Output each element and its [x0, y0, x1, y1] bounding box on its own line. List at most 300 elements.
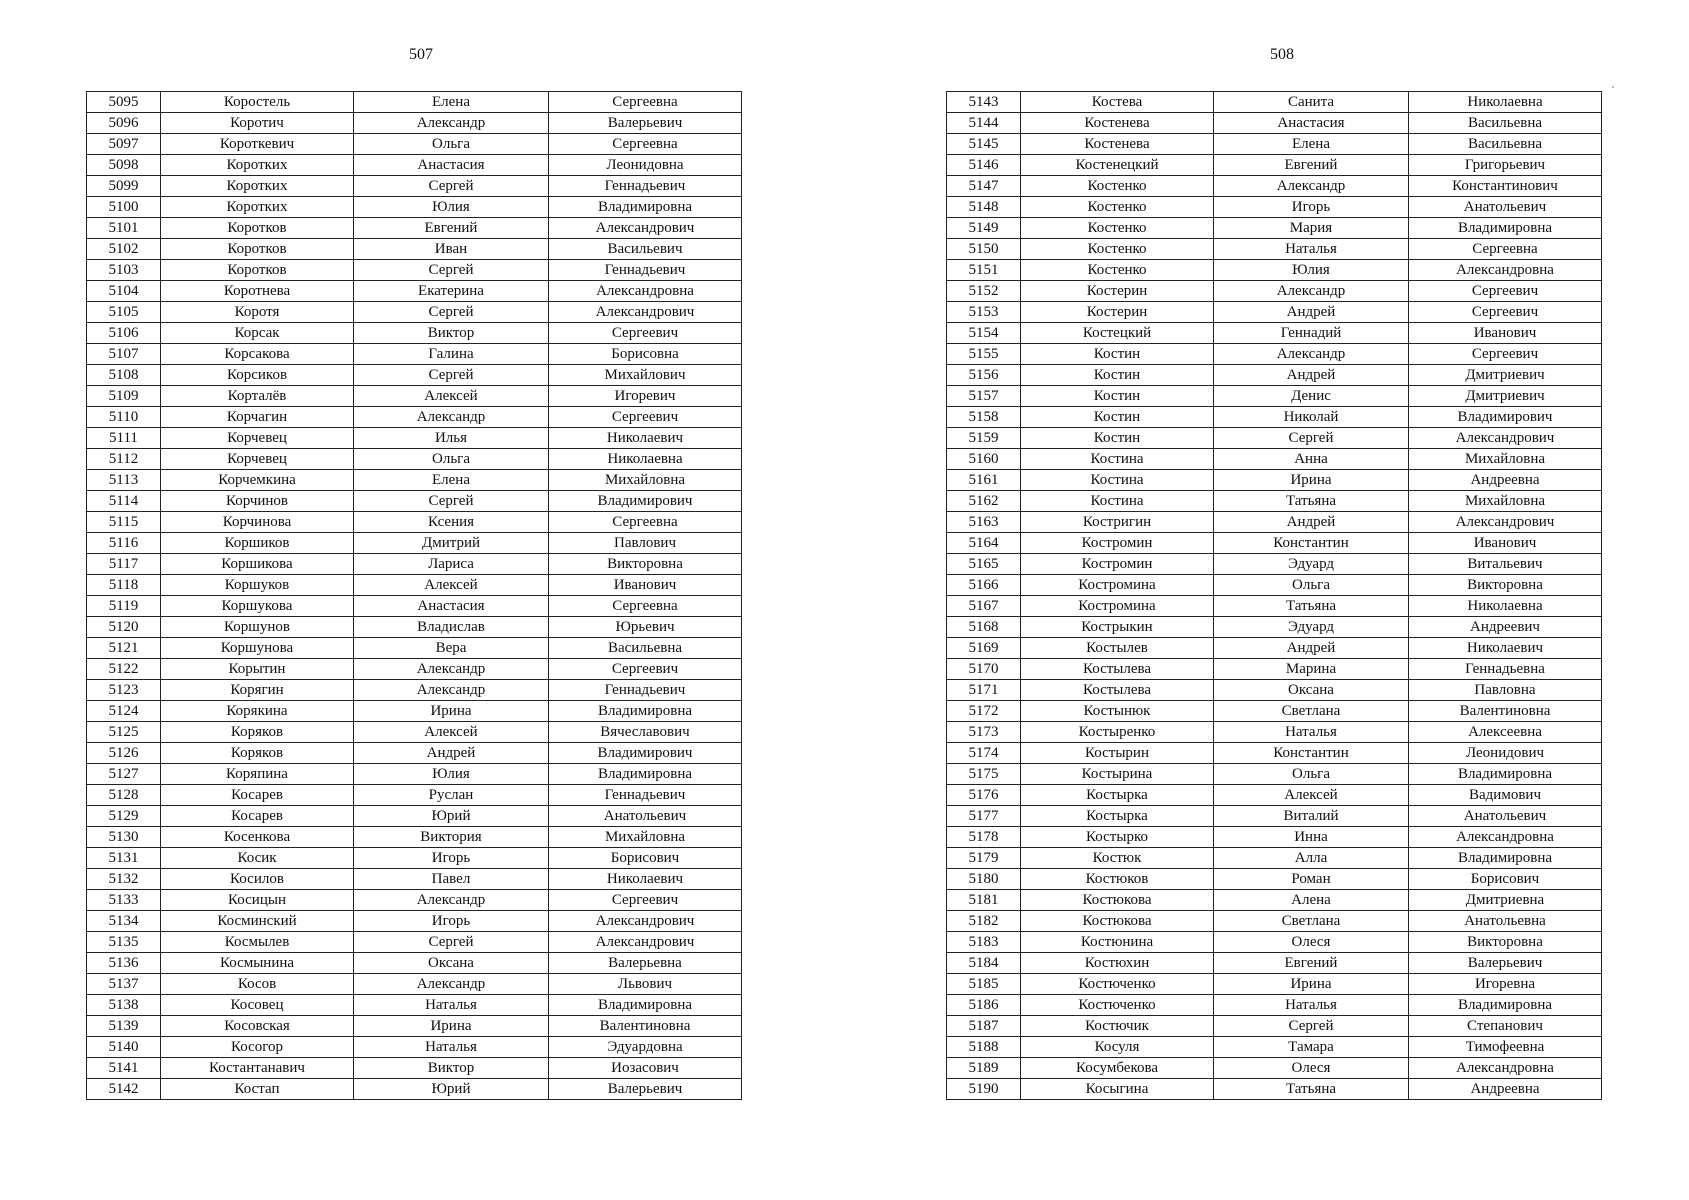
first-name-cell: Юлия [354, 764, 549, 785]
row-number-cell: 5164 [947, 533, 1021, 554]
table-row [87, 827, 742, 848]
table-row [87, 869, 742, 890]
table-row [947, 1079, 1602, 1100]
table-row [87, 386, 742, 407]
table-row [87, 92, 742, 113]
row-number-cell: 5159 [947, 428, 1021, 449]
first-name-cell: Павел [354, 869, 549, 890]
first-name-cell: Ольга [354, 449, 549, 470]
patronymic-cell: Леонидовна [549, 155, 742, 176]
table-row [87, 407, 742, 428]
row-number-cell: 5157 [947, 386, 1021, 407]
row-number-cell: 5165 [947, 554, 1021, 575]
first-name-cell: Алла [1214, 848, 1409, 869]
page-number-right: 508 [1270, 46, 1294, 63]
row-number-cell: 5102 [87, 239, 161, 260]
last-name-cell: Костенко [1021, 260, 1214, 281]
patronymic-cell: Николаевич [549, 428, 742, 449]
row-number-cell: 5172 [947, 701, 1021, 722]
first-name-cell: Виктор [354, 323, 549, 344]
last-name-cell: Костенко [1021, 239, 1214, 260]
last-name-cell: Костюк [1021, 848, 1214, 869]
last-name-cell: Косовец [161, 995, 354, 1016]
patronymic-cell: Александровна [1409, 827, 1602, 848]
row-number-cell: 5110 [87, 407, 161, 428]
table-row [87, 659, 742, 680]
table-row [947, 1058, 1602, 1079]
patronymic-cell: Юрьевич [549, 617, 742, 638]
table-row [947, 155, 1602, 176]
patronymic-cell: Иванович [1409, 323, 1602, 344]
last-name-cell: Корталёв [161, 386, 354, 407]
table-row [947, 197, 1602, 218]
row-number-cell: 5171 [947, 680, 1021, 701]
row-number-cell: 5187 [947, 1016, 1021, 1037]
table-row [947, 1016, 1602, 1037]
table-row [87, 533, 742, 554]
last-name-cell: Корчевец [161, 428, 354, 449]
first-name-cell: Юрий [354, 1079, 549, 1100]
last-name-cell: Корчинов [161, 491, 354, 512]
row-number-cell: 5103 [87, 260, 161, 281]
patronymic-cell: Николаевич [549, 869, 742, 890]
row-number-cell: 5130 [87, 827, 161, 848]
first-name-cell: Алексей [354, 575, 549, 596]
patronymic-cell: Владимировна [549, 197, 742, 218]
patronymic-cell: Игоревна [1409, 974, 1602, 995]
first-name-cell: Александр [354, 974, 549, 995]
first-name-cell: Галина [354, 344, 549, 365]
first-name-cell: Анастасия [354, 596, 549, 617]
patronymic-cell: Геннадьевна [1409, 659, 1602, 680]
last-name-cell: Костантанавич [161, 1058, 354, 1079]
table-row [947, 92, 1602, 113]
patronymic-cell: Викторовна [1409, 932, 1602, 953]
first-name-cell: Татьяна [1214, 491, 1409, 512]
last-name-cell: Коротков [161, 260, 354, 281]
patronymic-cell: Владимирович [549, 491, 742, 512]
table-row [87, 890, 742, 911]
roster-table-right [946, 91, 1602, 1100]
row-number-cell: 5109 [87, 386, 161, 407]
first-name-cell: Константин [1214, 743, 1409, 764]
patronymic-cell: Михайловна [549, 470, 742, 491]
row-number-cell: 5182 [947, 911, 1021, 932]
row-number-cell: 5111 [87, 428, 161, 449]
first-name-cell: Светлана [1214, 701, 1409, 722]
first-name-cell: Вера [354, 638, 549, 659]
row-number-cell: 5115 [87, 512, 161, 533]
patronymic-cell: Валерьевич [549, 1079, 742, 1100]
first-name-cell: Александр [354, 890, 549, 911]
last-name-cell: Костенко [1021, 176, 1214, 197]
patronymic-cell: Сергеевич [549, 323, 742, 344]
table-row [947, 1037, 1602, 1058]
first-name-cell: Алексей [1214, 785, 1409, 806]
table-row [947, 617, 1602, 638]
first-name-cell: Константин [1214, 533, 1409, 554]
first-name-cell: Андрей [354, 743, 549, 764]
patronymic-cell: Сергеевна [549, 134, 742, 155]
table-row [947, 911, 1602, 932]
table-row [947, 764, 1602, 785]
last-name-cell: Костюхин [1021, 953, 1214, 974]
table-row [87, 848, 742, 869]
table-row [87, 806, 742, 827]
table-row [87, 491, 742, 512]
table-row [87, 302, 742, 323]
row-number-cell: 5162 [947, 491, 1021, 512]
last-name-cell: Костюнина [1021, 932, 1214, 953]
row-number-cell: 5177 [947, 806, 1021, 827]
table-row [947, 785, 1602, 806]
last-name-cell: Костенко [1021, 218, 1214, 239]
table-row [87, 743, 742, 764]
row-number-cell: 5155 [947, 344, 1021, 365]
row-number-cell: 5144 [947, 113, 1021, 134]
first-name-cell: Андрей [1214, 512, 1409, 533]
last-name-cell: Костылева [1021, 659, 1214, 680]
first-name-cell: Оксана [1214, 680, 1409, 701]
first-name-cell: Дмитрий [354, 533, 549, 554]
table-row [87, 1037, 742, 1058]
first-name-cell: Виктория [354, 827, 549, 848]
patronymic-cell: Павлович [549, 533, 742, 554]
patronymic-cell: Борисович [1409, 869, 1602, 890]
table-row [947, 134, 1602, 155]
last-name-cell: Коротков [161, 239, 354, 260]
first-name-cell: Алексей [354, 386, 549, 407]
last-name-cell: Костенева [1021, 113, 1214, 134]
patronymic-cell: Владимировна [1409, 764, 1602, 785]
patronymic-cell: Борисовна [549, 344, 742, 365]
patronymic-cell: Александровна [1409, 260, 1602, 281]
last-name-cell: Косилов [161, 869, 354, 890]
first-name-cell: Ксения [354, 512, 549, 533]
row-number-cell: 5176 [947, 785, 1021, 806]
first-name-cell: Анастасия [354, 155, 549, 176]
patronymic-cell: Сергеевич [1409, 281, 1602, 302]
first-name-cell: Евгений [1214, 953, 1409, 974]
first-name-cell: Эдуард [1214, 554, 1409, 575]
row-number-cell: 5101 [87, 218, 161, 239]
row-number-cell: 5170 [947, 659, 1021, 680]
row-number-cell: 5097 [87, 134, 161, 155]
last-name-cell: Костенева [1021, 134, 1214, 155]
row-number-cell: 5150 [947, 239, 1021, 260]
last-name-cell: Косовская [161, 1016, 354, 1037]
patronymic-cell: Васильевна [1409, 134, 1602, 155]
table-row [87, 617, 742, 638]
last-name-cell: Костина [1021, 449, 1214, 470]
patronymic-cell: Сергеевич [549, 890, 742, 911]
table-row [947, 596, 1602, 617]
table-row [87, 260, 742, 281]
patronymic-cell: Валентиновна [1409, 701, 1602, 722]
row-number-cell: 5175 [947, 764, 1021, 785]
last-name-cell: Косарев [161, 806, 354, 827]
first-name-cell: Юрий [354, 806, 549, 827]
first-name-cell: Тамара [1214, 1037, 1409, 1058]
first-name-cell: Юлия [354, 197, 549, 218]
table-row [87, 218, 742, 239]
patronymic-cell: Андреевна [1409, 1079, 1602, 1100]
row-number-cell: 5100 [87, 197, 161, 218]
row-number-cell: 5105 [87, 302, 161, 323]
patronymic-cell: Борисович [549, 848, 742, 869]
table-row [87, 470, 742, 491]
row-number-cell: 5163 [947, 512, 1021, 533]
row-number-cell: 5114 [87, 491, 161, 512]
table-row [947, 365, 1602, 386]
patronymic-cell: Сергеевич [549, 659, 742, 680]
first-name-cell: Алексей [354, 722, 549, 743]
patronymic-cell: Павловна [1409, 680, 1602, 701]
patronymic-cell: Григорьевич [1409, 155, 1602, 176]
row-number-cell: 5112 [87, 449, 161, 470]
first-name-cell: Елена [354, 92, 549, 113]
patronymic-cell: Вадимович [1409, 785, 1602, 806]
first-name-cell: Наталья [1214, 995, 1409, 1016]
first-name-cell: Игорь [354, 911, 549, 932]
first-name-cell: Лариса [354, 554, 549, 575]
row-number-cell: 5134 [87, 911, 161, 932]
row-number-cell: 5120 [87, 617, 161, 638]
first-name-cell: Александр [1214, 281, 1409, 302]
first-name-cell: Инна [1214, 827, 1409, 848]
first-name-cell: Татьяна [1214, 596, 1409, 617]
last-name-cell: Корсак [161, 323, 354, 344]
first-name-cell: Александр [354, 113, 549, 134]
patronymic-cell: Геннадьевич [549, 260, 742, 281]
patronymic-cell: Николаевна [1409, 92, 1602, 113]
table-row [87, 974, 742, 995]
patronymic-cell: Николаевна [1409, 596, 1602, 617]
table-row [87, 176, 742, 197]
row-number-cell: 5127 [87, 764, 161, 785]
last-name-cell: Костина [1021, 491, 1214, 512]
table-row [947, 470, 1602, 491]
row-number-cell: 5099 [87, 176, 161, 197]
row-number-cell: 5136 [87, 953, 161, 974]
last-name-cell: Коротких [161, 176, 354, 197]
first-name-cell: Владислав [354, 617, 549, 638]
table-row [947, 869, 1602, 890]
last-name-cell: Корытин [161, 659, 354, 680]
row-number-cell: 5146 [947, 155, 1021, 176]
table-row [947, 113, 1602, 134]
patronymic-cell: Михайловна [1409, 491, 1602, 512]
patronymic-cell: Валерьевна [549, 953, 742, 974]
first-name-cell: Мария [1214, 218, 1409, 239]
row-number-cell: 5126 [87, 743, 161, 764]
table-row [87, 239, 742, 260]
table-row [87, 1016, 742, 1037]
last-name-cell: Косуля [1021, 1037, 1214, 1058]
row-number-cell: 5121 [87, 638, 161, 659]
last-name-cell: Коршиков [161, 533, 354, 554]
patronymic-cell: Александрович [1409, 512, 1602, 533]
row-number-cell: 5129 [87, 806, 161, 827]
patronymic-cell: Сергеевна [1409, 239, 1602, 260]
last-name-cell: Костромина [1021, 575, 1214, 596]
last-name-cell: Корягин [161, 680, 354, 701]
row-number-cell: 5156 [947, 365, 1021, 386]
first-name-cell: Елена [354, 470, 549, 491]
row-number-cell: 5158 [947, 407, 1021, 428]
patronymic-cell: Анатольевич [1409, 806, 1602, 827]
first-name-cell: Сергей [1214, 428, 1409, 449]
last-name-cell: Коршукова [161, 596, 354, 617]
last-name-cell: Коршунова [161, 638, 354, 659]
patronymic-cell: Сергеевич [1409, 344, 1602, 365]
last-name-cell: Костригин [1021, 512, 1214, 533]
first-name-cell: Юлия [1214, 260, 1409, 281]
patronymic-cell: Александрович [1409, 428, 1602, 449]
patronymic-cell: Васильевна [1409, 113, 1602, 134]
last-name-cell: Костин [1021, 428, 1214, 449]
first-name-cell: Наталья [354, 995, 549, 1016]
last-name-cell: Костромин [1021, 554, 1214, 575]
first-name-cell: Николай [1214, 407, 1409, 428]
last-name-cell: Костин [1021, 386, 1214, 407]
last-name-cell: Костырка [1021, 806, 1214, 827]
table-row [947, 218, 1602, 239]
last-name-cell: Костюченко [1021, 974, 1214, 995]
row-number-cell: 5181 [947, 890, 1021, 911]
last-name-cell: Костромин [1021, 533, 1214, 554]
table-row [947, 302, 1602, 323]
patronymic-cell: Сергеевна [549, 596, 742, 617]
last-name-cell: Костынюк [1021, 701, 1214, 722]
table-row [87, 365, 742, 386]
first-name-cell: Олеся [1214, 1058, 1409, 1079]
last-name-cell: Косумбекова [1021, 1058, 1214, 1079]
patronymic-cell: Сергеевич [549, 407, 742, 428]
patronymic-cell: Анатольевич [549, 806, 742, 827]
table-row [87, 134, 742, 155]
first-name-cell: Виктор [354, 1058, 549, 1079]
table-row [87, 596, 742, 617]
last-name-cell: Космылев [161, 932, 354, 953]
last-name-cell: Костырин [1021, 743, 1214, 764]
first-name-cell: Олеся [1214, 932, 1409, 953]
last-name-cell: Корякина [161, 701, 354, 722]
row-number-cell: 5119 [87, 596, 161, 617]
patronymic-cell: Иванович [1409, 533, 1602, 554]
row-number-cell: 5096 [87, 113, 161, 134]
last-name-cell: Коротких [161, 197, 354, 218]
last-name-cell: Костюченко [1021, 995, 1214, 1016]
patronymic-cell: Вячеславович [549, 722, 742, 743]
first-name-cell: Сергей [354, 260, 549, 281]
table-row [87, 449, 742, 470]
roster-table-left [86, 91, 742, 1100]
patronymic-cell: Сергеевна [549, 92, 742, 113]
patronymic-cell: Михайловна [549, 827, 742, 848]
last-name-cell: Коротких [161, 155, 354, 176]
last-name-cell: Костырка [1021, 785, 1214, 806]
table-row [947, 932, 1602, 953]
last-name-cell: Косов [161, 974, 354, 995]
row-number-cell: 5140 [87, 1037, 161, 1058]
first-name-cell: Андрей [1214, 302, 1409, 323]
row-number-cell: 5147 [947, 176, 1021, 197]
first-name-cell: Ирина [1214, 974, 1409, 995]
table-row [947, 260, 1602, 281]
last-name-cell: Костюкова [1021, 890, 1214, 911]
patronymic-cell: Владимирович [1409, 407, 1602, 428]
table-row [947, 449, 1602, 470]
first-name-cell: Виталий [1214, 806, 1409, 827]
table-row [947, 575, 1602, 596]
patronymic-cell: Александрович [549, 932, 742, 953]
page-number-left: 507 [409, 46, 433, 63]
table-row [87, 722, 742, 743]
row-number-cell: 5185 [947, 974, 1021, 995]
patronymic-cell: Михайлович [549, 365, 742, 386]
first-name-cell: Сергей [354, 176, 549, 197]
first-name-cell: Алена [1214, 890, 1409, 911]
last-name-cell: Коршунов [161, 617, 354, 638]
patronymic-cell: Леонидович [1409, 743, 1602, 764]
row-number-cell: 5154 [947, 323, 1021, 344]
first-name-cell: Анастасия [1214, 113, 1409, 134]
last-name-cell: Костенецкий [1021, 155, 1214, 176]
table-row [87, 512, 742, 533]
first-name-cell: Ольга [1214, 575, 1409, 596]
row-number-cell: 5142 [87, 1079, 161, 1100]
first-name-cell: Александр [354, 680, 549, 701]
row-number-cell: 5151 [947, 260, 1021, 281]
last-name-cell: Коротя [161, 302, 354, 323]
patronymic-cell: Александрович [549, 911, 742, 932]
table-row [947, 344, 1602, 365]
table-row [87, 680, 742, 701]
last-name-cell: Коростель [161, 92, 354, 113]
first-name-cell: Денис [1214, 386, 1409, 407]
last-name-cell: Корчагин [161, 407, 354, 428]
table-row [947, 638, 1602, 659]
row-number-cell: 5180 [947, 869, 1021, 890]
scan-speck [1612, 86, 1614, 88]
last-name-cell: Коряков [161, 743, 354, 764]
patronymic-cell: Андреевна [1409, 470, 1602, 491]
table-row [947, 512, 1602, 533]
table-row [947, 701, 1602, 722]
last-name-cell: Кострыкин [1021, 617, 1214, 638]
table-row [947, 176, 1602, 197]
first-name-cell: Ирина [354, 701, 549, 722]
table-row [947, 659, 1602, 680]
last-name-cell: Косик [161, 848, 354, 869]
patronymic-cell: Анатольевна [1409, 911, 1602, 932]
patronymic-cell: Александрович [549, 218, 742, 239]
patronymic-cell: Эдуардовна [549, 1037, 742, 1058]
table-row [87, 113, 742, 134]
row-number-cell: 5139 [87, 1016, 161, 1037]
first-name-cell: Александр [1214, 344, 1409, 365]
table-row [87, 554, 742, 575]
last-name-cell: Коршуков [161, 575, 354, 596]
table-row [87, 428, 742, 449]
table-row [947, 428, 1602, 449]
row-number-cell: 5138 [87, 995, 161, 1016]
row-number-cell: 5137 [87, 974, 161, 995]
table-row [947, 974, 1602, 995]
table-row [947, 953, 1602, 974]
table-row [947, 281, 1602, 302]
